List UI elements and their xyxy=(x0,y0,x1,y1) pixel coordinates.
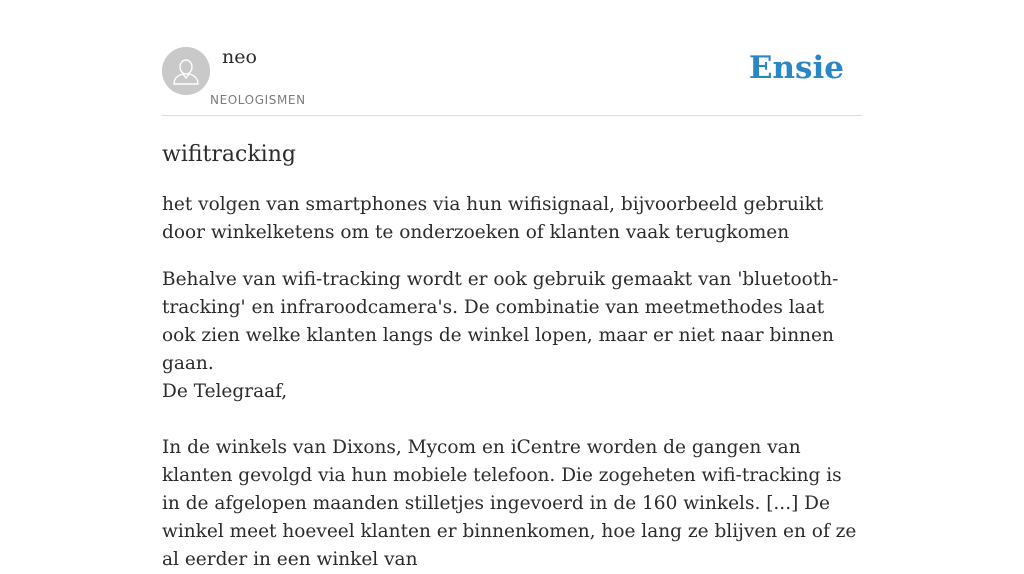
entry-definition: het volgen van smartphones via hun wifisignaal, bijvoorbeeld gebruikt door winkelketens om te onderzoeken of klanten vaak terugkomen xyxy=(162,194,824,243)
example-spacer xyxy=(162,406,862,434)
example-quote: Behalve van wifi-tracking wordt er ook gebruik gemaakt van 'bluetooth-tracking' en infraroodcamera's. De combinatie van meetmethodes laat ook zien welke klanten langs de winkel lopen, maar er niet naar binnen gaan. xyxy=(162,269,839,374)
author-name[interactable]: neo xyxy=(222,46,257,68)
site-logo[interactable]: Ensie xyxy=(748,50,844,86)
avatar[interactable] xyxy=(162,47,210,95)
entry-title: wifitracking xyxy=(162,142,296,167)
user-silhouette-icon xyxy=(162,47,210,95)
page-content xyxy=(162,0,862,574)
entry-header xyxy=(162,0,862,116)
example-quote: In de winkels van Dixons, Mycom en iCentre worden de gangen van klanten gevolgd via hun mobiele telefoon. Die zogeheten wifi-tracking is in de afgelopen maanden stilletjes ingevoerd in de 160 winkels. [...] De winkel meet hoeveel klanten er binnenkomen, hoe lang ze blijven en of ze al eerder in een winkel van xyxy=(162,437,857,570)
category-label[interactable]: NEOLOGISMEN xyxy=(210,93,306,107)
example-source: De Telegraaf, xyxy=(162,381,288,402)
entry-example xyxy=(162,266,862,574)
